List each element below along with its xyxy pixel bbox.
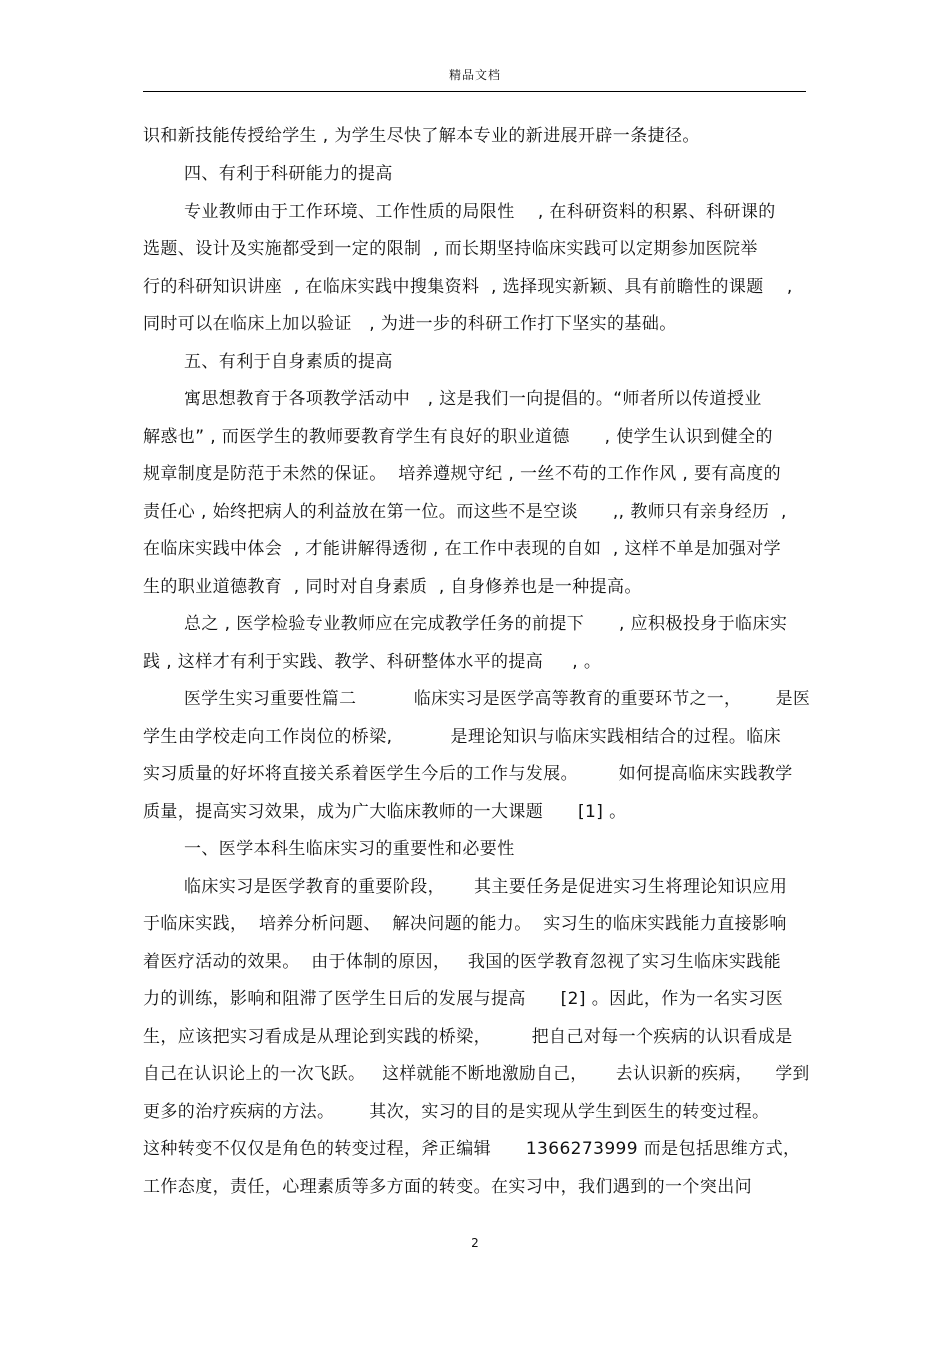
body-line: 于临床实践， 培养分析问题、 解决问题的能力。 实习生的临床实践能力直接影响 xyxy=(143,914,787,934)
body-line: 生的职业道德教育 , 同时对自身素质 , 自身修养也是一种提高。 xyxy=(143,577,642,597)
body-line: 临床实习是医学教育的重要阶段， 其主要任务是促进实习生将理论知识应用 xyxy=(184,877,788,897)
section-heading: 一、医学本科生临床实习的重要性和必要性 xyxy=(184,839,515,859)
body-line: 规章制度是防范于未然的保证。 培养遵规守纪 , 一丝不苟的工作作风 , 要有高度的 xyxy=(143,464,782,484)
page-header: 精品文档 xyxy=(448,68,501,82)
body-line: 着医疗活动的效果。 由于体制的原因， 我国的医学教育忽视了实习生临床实践能 xyxy=(143,952,782,972)
body-line: 更多的治疗疾病的方法。 其次，实习的目的是实现从学生到医生的转变过程。 xyxy=(143,1102,770,1122)
body-line: 识和新技能传授给学生 , 为学生尽快了解本专业的新进展开辟一条捷径。 xyxy=(143,126,700,146)
body-line: 践 , 这样才有利于实践、教学、科研整体水平的提高 , 。 xyxy=(143,652,602,672)
body-line: 责任心 , 始终把病人的利益放在第一位。而这些不是空谈 ,, 教师只有亲身经历 , xyxy=(143,502,787,522)
body-line: 专业教师由于工作环境、工作性质的局限性 , 在科研资料的积累、科研课的 xyxy=(184,202,776,222)
body-line: 力的训练，影响和阻滞了医学生日后的发展与提高 [2] 。因此，作为一名实习医 xyxy=(143,989,784,1009)
body-line: 解惑也” , 而医学生的教师要教育学生有良好的职业道德 , 使学生认识到健全的 xyxy=(143,427,773,447)
body-line: 学生由学校走向工作岗位的桥梁, 是理论知识与临床实践相结合的过程。临床 xyxy=(143,727,782,747)
body-line: 选题、设计及实施都受到一定的限制 , 而长期坚持临床实践可以定期参加医院举 xyxy=(143,239,758,259)
body-line: 质量，提高实习效果，成为广大临床教师的一大课题 [1] 。 xyxy=(143,802,627,822)
body-line: 在临床实践中体会 , 才能讲解得透彻 , 在工作中表现的自如 , 这样不单是加强对学 xyxy=(143,539,782,559)
body-line: 这种转变不仅仅是角色的转变过程，斧正编辑 1366273999 而是包括思维方式， xyxy=(143,1139,801,1159)
header-divider xyxy=(143,91,806,92)
section-heading: 五、有利于自身素质的提高 xyxy=(184,352,393,372)
body-line: 医学生实习重要性篇二 临床实习是医学高等教育的重要环节之一， 是医 xyxy=(184,689,811,709)
body-line: 生，应该把实习看成是从理论到实践的桥梁， 把自己对每一个疾病的认识看成是 xyxy=(143,1027,793,1047)
section-heading: 四、有利于科研能力的提高 xyxy=(184,164,393,184)
body-line: 行的科研知识讲座 , 在临床实践中搜集资料 , 选择现实新颖、具有前瞻性的课题 , xyxy=(143,277,793,297)
body-line: 寓思想教育于各项教学活动中 , 这是我们一向提倡的。“师者所以传道授业 xyxy=(184,389,762,409)
body-line: 实习质量的好坏将直接关系着医学生今后的工作与发展。 如何提高临床实践教学 xyxy=(143,764,793,784)
body-line: 同时可以在临床上加以验证 , 为进一步的科研工作打下坚实的基础。 xyxy=(143,314,677,334)
body-line: 自己在认识论上的一次飞跃。 这样就能不断地激励自己， 去认识新的疾病， 学到 xyxy=(143,1064,810,1084)
body-line: 工作态度，责任，心理素质等多方面的转变。在实习中，我们遇到的一个突出问 xyxy=(143,1177,752,1197)
page-number: 2 xyxy=(471,1236,479,1250)
body-line: 总之 , 医学检验专业教师应在完成教学任务的前提下 , 应积极投身于临床实 xyxy=(184,614,788,634)
